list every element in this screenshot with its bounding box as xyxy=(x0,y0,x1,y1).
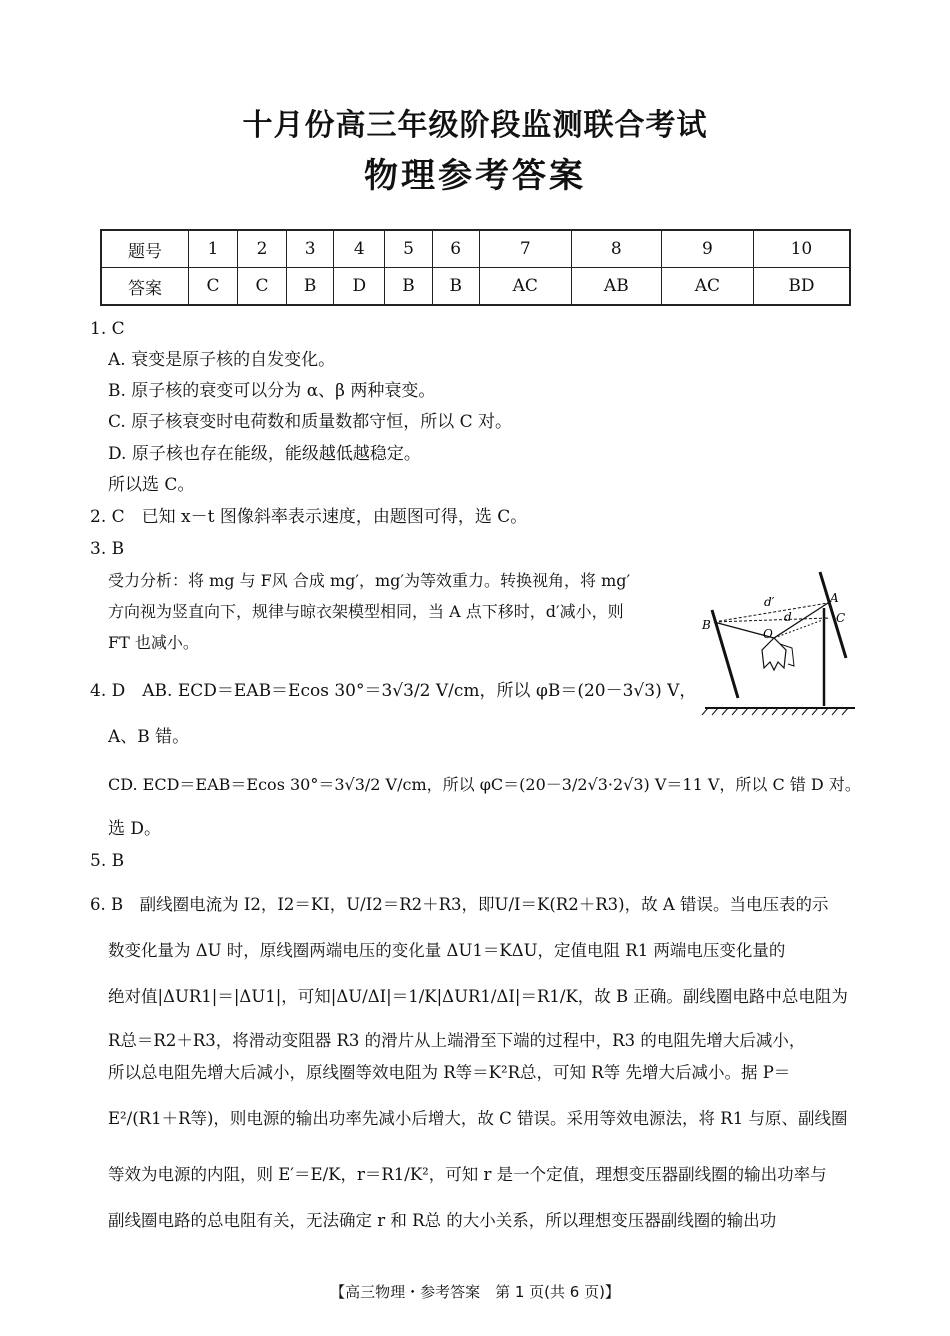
q4-line-2: A、B 错。 xyxy=(108,727,190,747)
q1-option-c: C. 原子核衰变时电荷数和质量数都守恒，所以 C 对。 xyxy=(108,412,513,432)
table-cell: 1 xyxy=(189,230,238,268)
table-row-numbers xyxy=(101,230,850,268)
table-cell: AC xyxy=(661,268,753,306)
label-o: O xyxy=(763,627,773,641)
clothesline-diagram xyxy=(700,566,860,716)
q1-option-b: B. 原子核的衰变可以分为 α、β 两种衰变。 xyxy=(108,381,436,401)
label-a: A xyxy=(830,591,839,605)
q1-option-a: A. 衰变是原子核的自发变化。 xyxy=(108,350,336,370)
table-cell: 5 xyxy=(385,230,432,268)
q6-line-1: 6. B 副线圈电流为 I2，I2＝KI，U/I2＝R2＋R3，即U/I＝K(R2＋R3)，故 A 错误。当电压表的示 xyxy=(90,895,829,914)
label-c: C xyxy=(836,611,846,625)
q5-text: 5. B xyxy=(90,851,125,871)
q4-line-4: 选 D。 xyxy=(108,819,162,839)
table-cell: 6 xyxy=(432,230,479,268)
page-subtitle: 物理参考答案 xyxy=(364,156,586,196)
page-footer: 【高三物理・参考答案 第 1 页(共 6 页)】 xyxy=(330,1283,620,1301)
table-answer-label: 答案 xyxy=(101,268,189,306)
table-cell: C xyxy=(238,268,287,306)
q4-line-1: 4. D AB. ECD＝EAB＝Ecos 30°＝3√3/2 V/cm，所以 φB＝(20－3√3) V， xyxy=(90,681,697,701)
q4-line-3: CD. ECD＝EAB＝Ecos 30°＝3√3/2 V/cm，所以 φC＝(20－3/2√3·2√3) V＝11 V，所以 C 错 D 对。 xyxy=(108,775,861,794)
q3-line-3: FT 也减小。 xyxy=(108,633,199,652)
table-cell: B xyxy=(432,268,479,306)
q1-option-d: D. 原子核也存在能级，能级越低越稳定。 xyxy=(108,444,421,464)
q1-head: 1. C xyxy=(90,319,125,339)
table-cell: BD xyxy=(753,268,850,306)
label-d: d xyxy=(784,610,792,624)
q3-line-1: 受力分析：将 mg 与 F风 合成 mg′，mg′为等效重力。转换视角，将 mg′ xyxy=(108,571,631,590)
q3-head: 3. B xyxy=(90,539,125,559)
table-cell: 3 xyxy=(287,230,334,268)
table-cell: B xyxy=(385,268,432,306)
table-cell: 9 xyxy=(661,230,753,268)
q6-line-8: 副线圈电路的总电阻有关，无法确定 r 和 R总 的大小关系，所以理想变压器副线圈的输出功 xyxy=(108,1211,777,1230)
table-cell: D xyxy=(334,268,385,306)
table-cell: AB xyxy=(571,268,661,306)
q6-line-6: E²/(R1＋R等)，则电源的输出功率先减小后增大，故 C 错误。采用等效电源法，将 R1 与原、副线圈 xyxy=(108,1109,848,1128)
table-cell: AC xyxy=(479,268,571,306)
q6-line-5: 所以总电阻先增大后减小，原线圈等效电阻为 R等＝K²R总，可知 R等 先增大后减小。据 P＝ xyxy=(108,1063,791,1082)
table-cell: 10 xyxy=(753,230,850,268)
q6-line-4: R总＝R2＋R3，将滑动变阻器 R3 的滑片从上端滑至下端的过程中，R3 的电阻先增大后减小， xyxy=(108,1031,806,1050)
page-title: 十月份高三年级阶段监测联合考试 xyxy=(242,108,708,143)
table-header-label: 题号 xyxy=(101,230,189,268)
q6-line-2: 数变化量为 ΔU 时，原线圈两端电压的变化量 ΔU1＝KΔU，定值电阻 R1 两端电压变化量的 xyxy=(108,941,786,960)
q6-line-7: 等效为电源的内阻，则 E′＝E/K，r＝R1/K²，可知 r 是一个定值，理想变压器副线圈的输出功率与 xyxy=(108,1165,827,1184)
table-cell: 4 xyxy=(334,230,385,268)
q2-text: 2. C 已知 x－t 图像斜率表示速度，由题图可得，选 C。 xyxy=(90,507,528,527)
label-d-prime: d′ xyxy=(764,595,775,609)
table-cell: 7 xyxy=(479,230,571,268)
label-b: B xyxy=(702,618,711,632)
q6-line-3: 绝对值|ΔUR1|＝|ΔU1|，可知|ΔU/ΔI|＝1/K|ΔUR1/ΔI|＝R1/K，故 B 正确。副线圈电路中总电阻为 xyxy=(108,987,848,1006)
table-cell: C xyxy=(189,268,238,306)
table-cell: 2 xyxy=(238,230,287,268)
q1-conclusion: 所以选 C。 xyxy=(108,475,195,495)
table-row-answers xyxy=(101,268,850,306)
table-cell: B xyxy=(287,268,334,306)
table-cell: 8 xyxy=(571,230,661,268)
q3-line-2: 方向视为竖直向下，规律与晾衣架模型相同，当 A 点下移时，d′减小，则 xyxy=(108,602,624,621)
answer-table xyxy=(100,229,851,306)
